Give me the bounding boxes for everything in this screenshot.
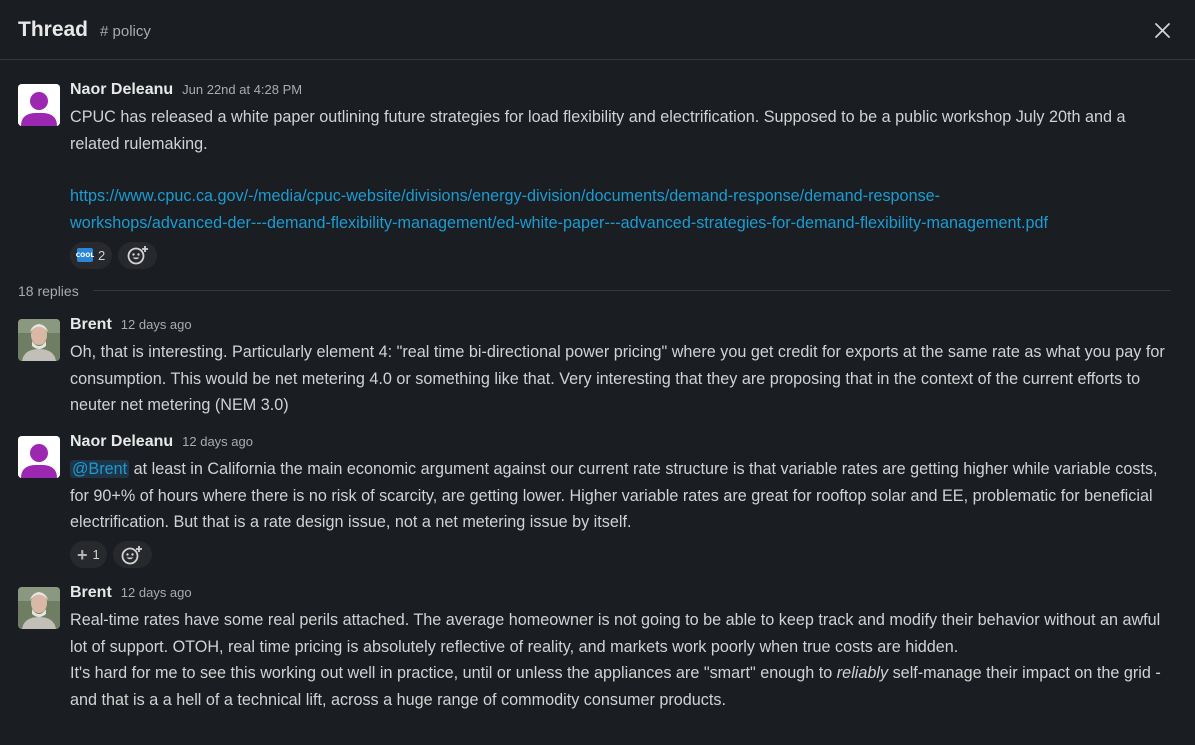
message-text [70, 104, 1177, 237]
author-name[interactable]: Brent [70, 584, 112, 602]
add-emoji-icon [121, 545, 143, 565]
reply-message [0, 316, 1195, 419]
timestamp[interactable]: 12 days ago [120, 316, 192, 332]
heavy-plus-icon: + [77, 544, 88, 565]
message-text [70, 607, 1177, 714]
text-run: self-manage their impact on the grid - and that is a a hell of a technical lift, across a huge range of commodity consumer products. [70, 664, 1161, 710]
user-mention[interactable]: @Brent [72, 459, 128, 478]
timestamp[interactable]: 12 days ago [120, 585, 192, 601]
replies-count: 18 replies [18, 282, 79, 299]
timestamp[interactable]: Jun 22nd at 4:28 PM [182, 82, 303, 97]
author-name[interactable]: Brent [70, 315, 112, 333]
reply-message [0, 584, 1195, 714]
close-button[interactable] [1151, 19, 1173, 41]
cool-emoji-icon: COOL [77, 248, 93, 262]
message-paragraph [70, 660, 1177, 713]
emphasized-text: reliably [836, 664, 889, 683]
message-paragraph: at least in California the main economic argument against our current rate structure is that variable rates are getting higher while variable costs, for 90+% of hours where there is no risk of scarcity, are getting lower. Higher variable rates are great for rooftop solar and EE, problematic for beneficial electrification. But that is a rate design issue, not a net metering issue by itself. [70, 459, 1158, 532]
white-paper-link[interactable] [70, 187, 1048, 232]
avatar[interactable] [18, 319, 60, 361]
message-paragraph: CPUC has released a white paper outlining future strategies for load flexibility and electrification. Supposed to be a public workshop July 20th and a related rulemaking. [70, 108, 1126, 153]
reply-message [0, 433, 1195, 568]
default-avatar-icon [18, 84, 60, 126]
default-avatar-icon [18, 436, 60, 478]
user-photo-icon [18, 319, 60, 361]
reaction-cool[interactable] [70, 242, 112, 269]
link-text-line1: https://www.cpuc.ca.gov/-/media/cpuc-website/divisions/energy-division/documents/demand-response/demand-response- [70, 187, 941, 206]
reactions-bar [70, 242, 1177, 269]
thread-title: Thread [18, 17, 89, 41]
author-name[interactable]: Naor Deleanu [70, 81, 174, 98]
channel-name[interactable]: # policy [100, 23, 151, 40]
message-text [70, 456, 1177, 536]
message-paragraph: Oh, that is interesting. Particularly element 4: "real time bi-directional power pricing" where you get credit for exports at the same rate as what you pay for consumption. This would be net metering 4.0 or something like that. Very interesting that they are proposing that in the context of the current efforts to neuter net metering (NEM 3.0) [70, 342, 1165, 415]
thread-header [0, 0, 1195, 60]
reaction-count: 1 [92, 547, 100, 563]
replies-divider [0, 280, 1195, 302]
message-paragraph: Real-time rates have some real perils attached. The average homeowner is not going to be able to keep track and modify their behavior without an awful lot of support. OTOH, real time pricing is absolutely reflective of reality, and markets work poorly when true costs are hidden. [70, 611, 1161, 656]
add-reaction-button[interactable] [113, 541, 152, 568]
add-emoji-icon [127, 245, 149, 265]
close-icon [1155, 23, 1170, 38]
avatar[interactable] [18, 436, 60, 478]
parent-message [0, 81, 1195, 269]
reactions-bar [70, 541, 1177, 568]
user-photo-icon [18, 587, 60, 629]
avatar[interactable] [18, 587, 60, 629]
timestamp[interactable]: 12 days ago [182, 433, 253, 449]
link-text-line2: workshops/advanced-der---demand-flexibility-management/ed-white-paper---advanced-strategies-for-demand-flexibility-management.pdf [70, 214, 1048, 233]
avatar[interactable] [18, 84, 60, 126]
author-name[interactable]: Naor Deleanu [70, 432, 174, 450]
reaction-plus[interactable] [70, 541, 107, 568]
message-text [70, 339, 1177, 419]
reaction-count: 2 [98, 247, 106, 263]
divider-line [93, 290, 1171, 291]
text-run: It's hard for me to see this working out well in practice, until or unless the appliances are "smart" enough to [70, 664, 837, 683]
add-reaction-button[interactable] [118, 242, 157, 269]
